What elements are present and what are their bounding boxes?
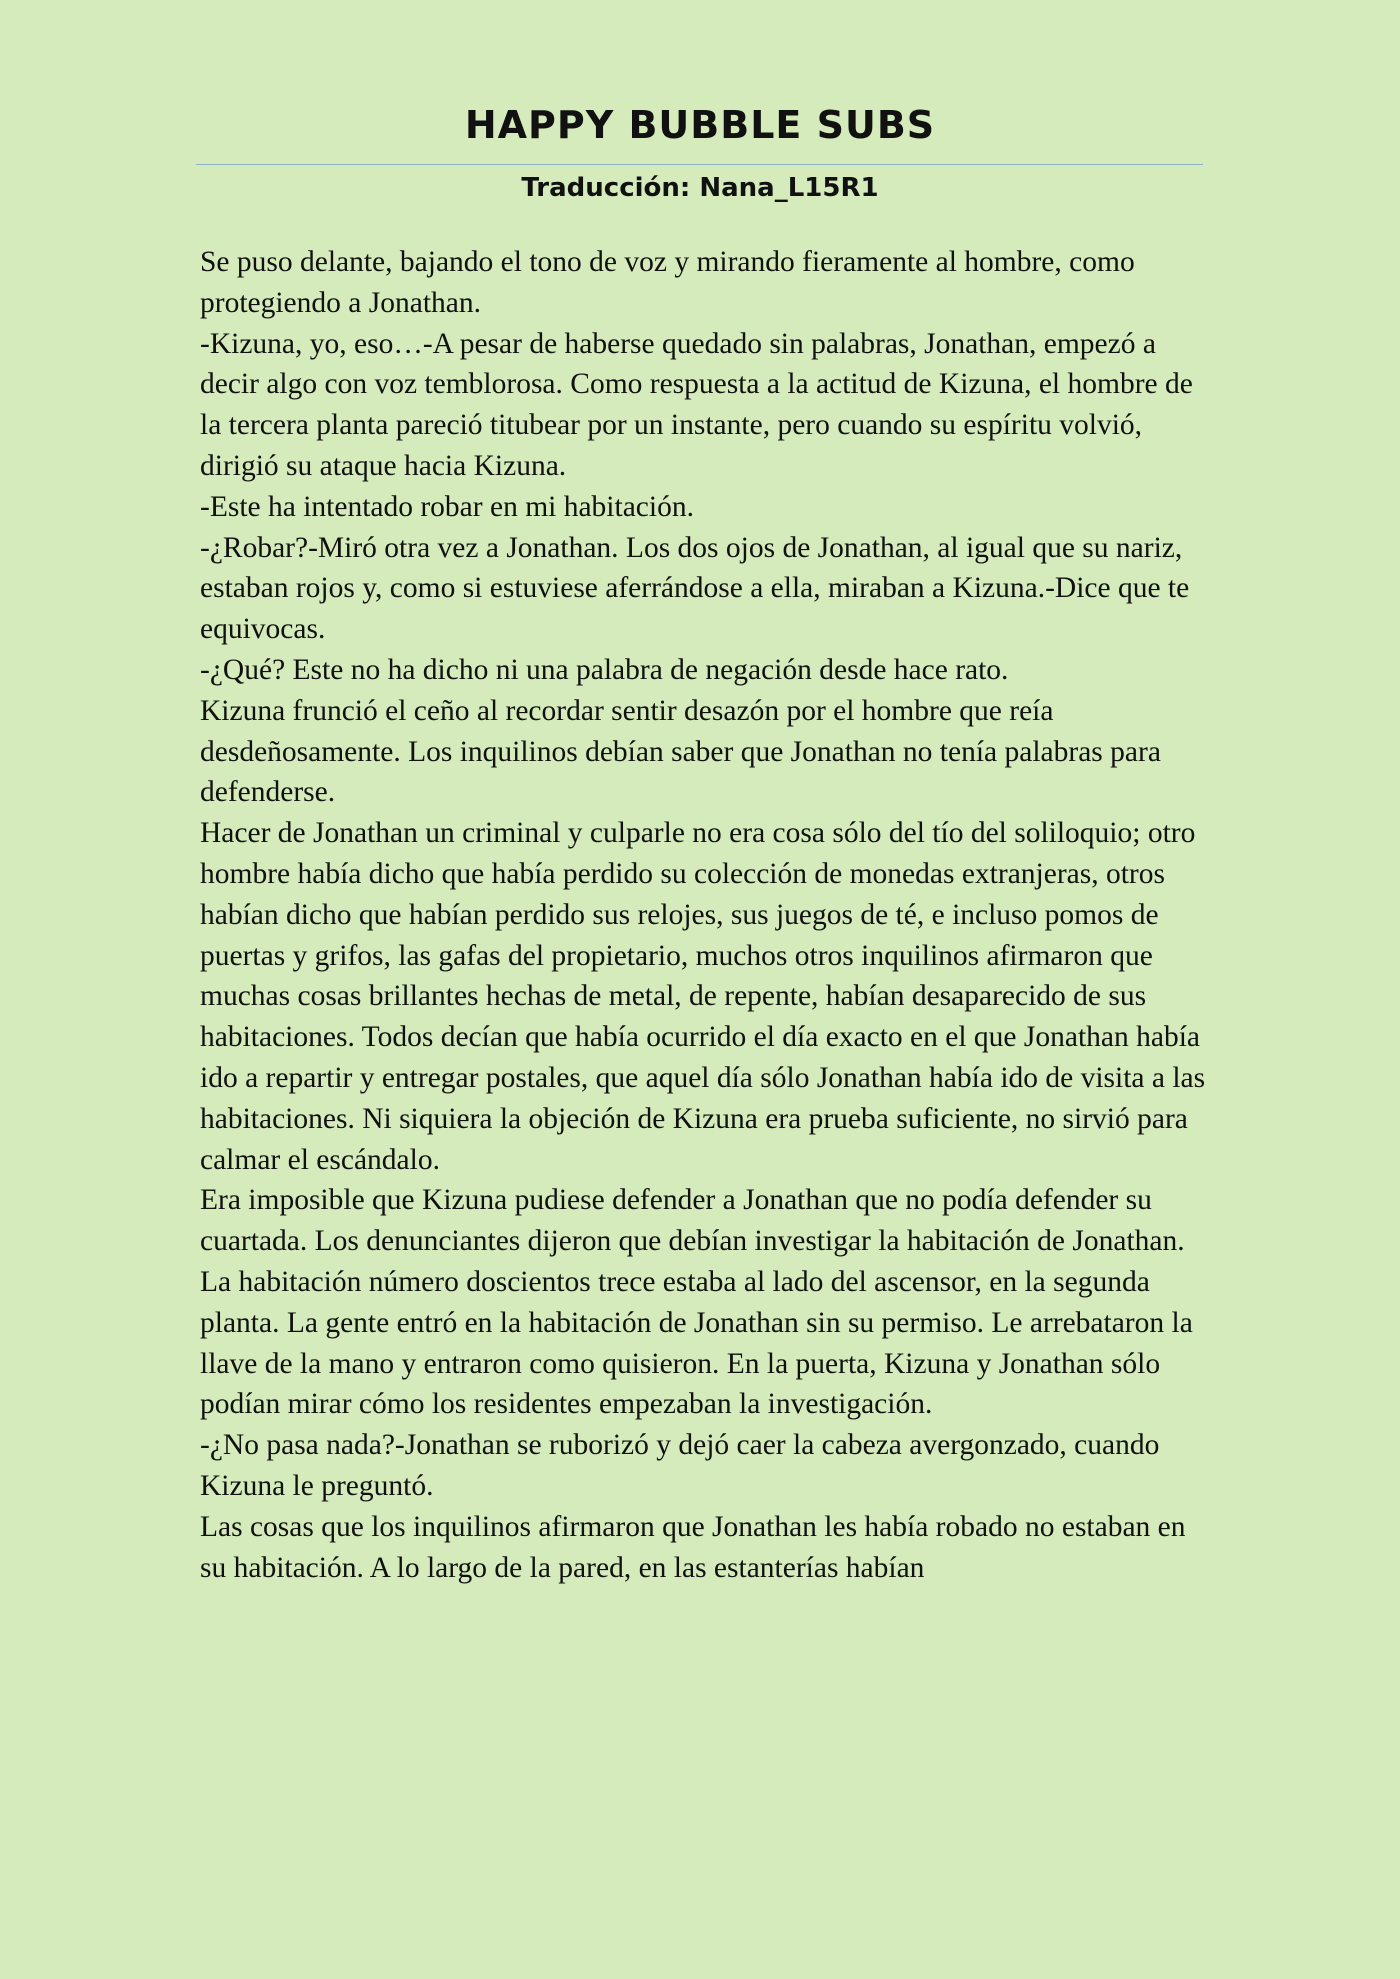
paragraph: Las cosas que los inquilinos afirmaron que Jonathan les había robado no estaban en su habitación. A lo largo de la pared, en las estanterías habían: [200, 1510, 1186, 1584]
paragraph: -Este ha intentado robar en mi habitación.: [200, 490, 694, 523]
paragraph: -¿Qué? Este no ha dicho ni una palabra de negación desde hace rato.: [200, 653, 1009, 686]
translation-credit: Traducción: Nana_L15R1: [521, 173, 879, 203]
paragraph: La habitación número doscientos trece estaba al lado del ascensor, en la segunda planta. La gente entró en la habitación de Jonathan sin su permiso. Le arrebataron la llave de la mano y entraron como quisieron. En la puerta, Kizuna y Jonathan sólo podían mirar cómo los residentes empezaban la investigación.: [200, 1265, 1193, 1421]
paragraph: Kizuna frunció el ceño al recordar sentir desazón por el hombre que reía desdeñosamente. Los inquilinos debían saber que Jonathan no tenía palabras para defenderse.: [200, 694, 1161, 809]
page-header-title: HAPPY BUBBLE SUBS: [464, 103, 936, 147]
paragraph: -¿No pasa nada?-Jonathan se ruborizó y dejó caer la cabeza avergonzado, cuando Kizuna le preguntó.: [200, 1429, 1160, 1502]
paragraph: -¿Robar?-Miró otra vez a Jonathan. Los dos ojos de Jonathan, al igual que su nariz, estaban rojos y, como si estuviese aferrándose a ella, miraban a Kizuna.-Dice que te equivocas.: [200, 531, 1190, 646]
header-divider: [196, 164, 1203, 165]
paragraph: Se puso delante, bajando el tono de voz y mirando fieramente al hombre, como protegiendo a Jonathan.: [200, 246, 1135, 319]
paragraph: Era imposible que Kizuna pudiese defender a Jonathan que no podía defender su cuartada. Los denunciantes dijeron que debían investigar la habitación de Jonathan.: [200, 1184, 1185, 1258]
document-body: [200, 242, 1210, 1588]
paragraph: Hacer de Jonathan un criminal y culparle no era cosa sólo del tío del soliloquio; otro hombre había dicho que había perdido su colección de monedas extranjeras, otros habían dicho que habían perdido sus relojes, sus juegos de té, e incluso pomos de puertas y grifos, las gafas del propietario, muchos otros inquilinos afirmaron que muchas cosas brillantes hechas de metal, de repente, habían desaparecido de sus habitaciones. Todos decían que había ocurrido el día exacto en el que Jonathan había ido a repartir y entregar postales, que aquel día sólo Jonathan había ido de visita a las habitaciones. Ni siquiera la objeción de Kizuna era prueba suficiente, no sirvió para calmar el escándalo.: [200, 817, 1206, 1176]
paragraph: -Kizuna, yo, eso…-A pesar de haberse quedado sin palabras, Jonathan, empezó a decir algo con voz temblorosa. Como respuesta a la actitud de Kizuna, el hombre de la tercera planta pareció titubear por un instante, pero cuando su espíritu volvió, dirigió su ataque hacia Kizuna.: [200, 327, 1193, 482]
